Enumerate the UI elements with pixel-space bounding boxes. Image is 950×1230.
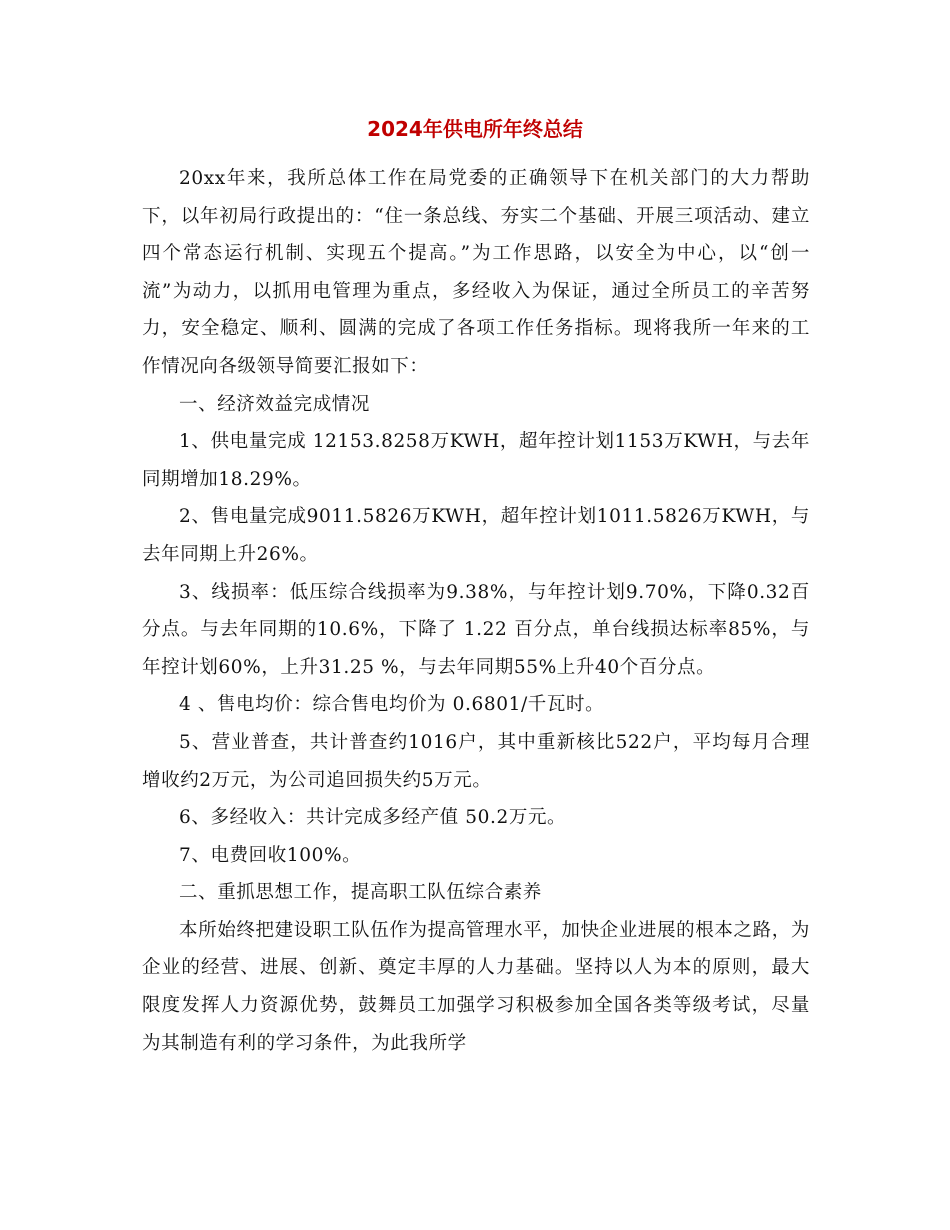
paragraph-item-1: 1、供电量完成 12153.8258万KWH，超年控计划1153万KWH，与去年同期增加18.29%。 xyxy=(142,431,810,490)
paragraph-item-5: 5、营业普查，共计普查约1016户，其中重新核比522户，平均每月合理增收约2万元，为公司追回损失约5万元。 xyxy=(142,731,810,791)
paragraph-item-3: 3、线损率：低压综合线损率为9.38%，与年控计划9.70%，下降0.32百分点。与去年同期的10.6%，下降了 1.22 百分点，单台线损达标率85%，与年控计划60%，上升31.25 %，与去年同期55%上升40个百分点。 xyxy=(142,581,810,678)
section-heading-staff: 二、重抓思想工作，提高职工队伍综合素养 xyxy=(179,882,542,904)
paragraph-item-2: 2、售电量完成9011.5826万KWH，超年控计划1011.5826万KWH，与去年同期上升26%。 xyxy=(142,506,810,565)
paragraph-item-6: 6、多经收入：共计完成多经产值 50.2万元。 xyxy=(179,807,567,829)
paragraph-staff: 本所始终把建设职工队伍作为提高管理水平，加快企业进展的根本之路，为企业的经营、进展、创新、奠定丰厚的人力基础。坚持以人为本的原则，最大限度发挥人力资源优势，鼓舞员工加强学习积极参加全国各类等级考试，尽量为其制造有利的学习条件，为此我所学 xyxy=(142,919,810,1054)
document-body xyxy=(142,160,810,1062)
section-heading-economic: 一、经济效益完成情况 xyxy=(179,393,371,415)
document-title: 2024年供电所年终总结 xyxy=(367,117,583,141)
paragraph-item-4: 4 、售电均价：综合售电均价为 0.6801/千瓦时。 xyxy=(179,694,605,716)
paragraph-intro: 20xx年来，我所总体工作在局党委的正确领导下在机关部门的大力帮助下，以年初局行政提出的：“住一条总线、夯实二个基础、开展三项活动、建立四个常态运行机制、实现五个提高。”为工作思路，以安全为中心，以“创一流”为动力，以抓用电管理为重点，多经收入为保证，通过全所员工的辛苦努力，安全稳定、顺利、圆满的完成了各项工作任务指标。现将我所一年来的工作情况向各级领导简要汇报如下： xyxy=(142,168,810,377)
paragraph-item-7: 7、电费回收100%。 xyxy=(179,844,362,866)
